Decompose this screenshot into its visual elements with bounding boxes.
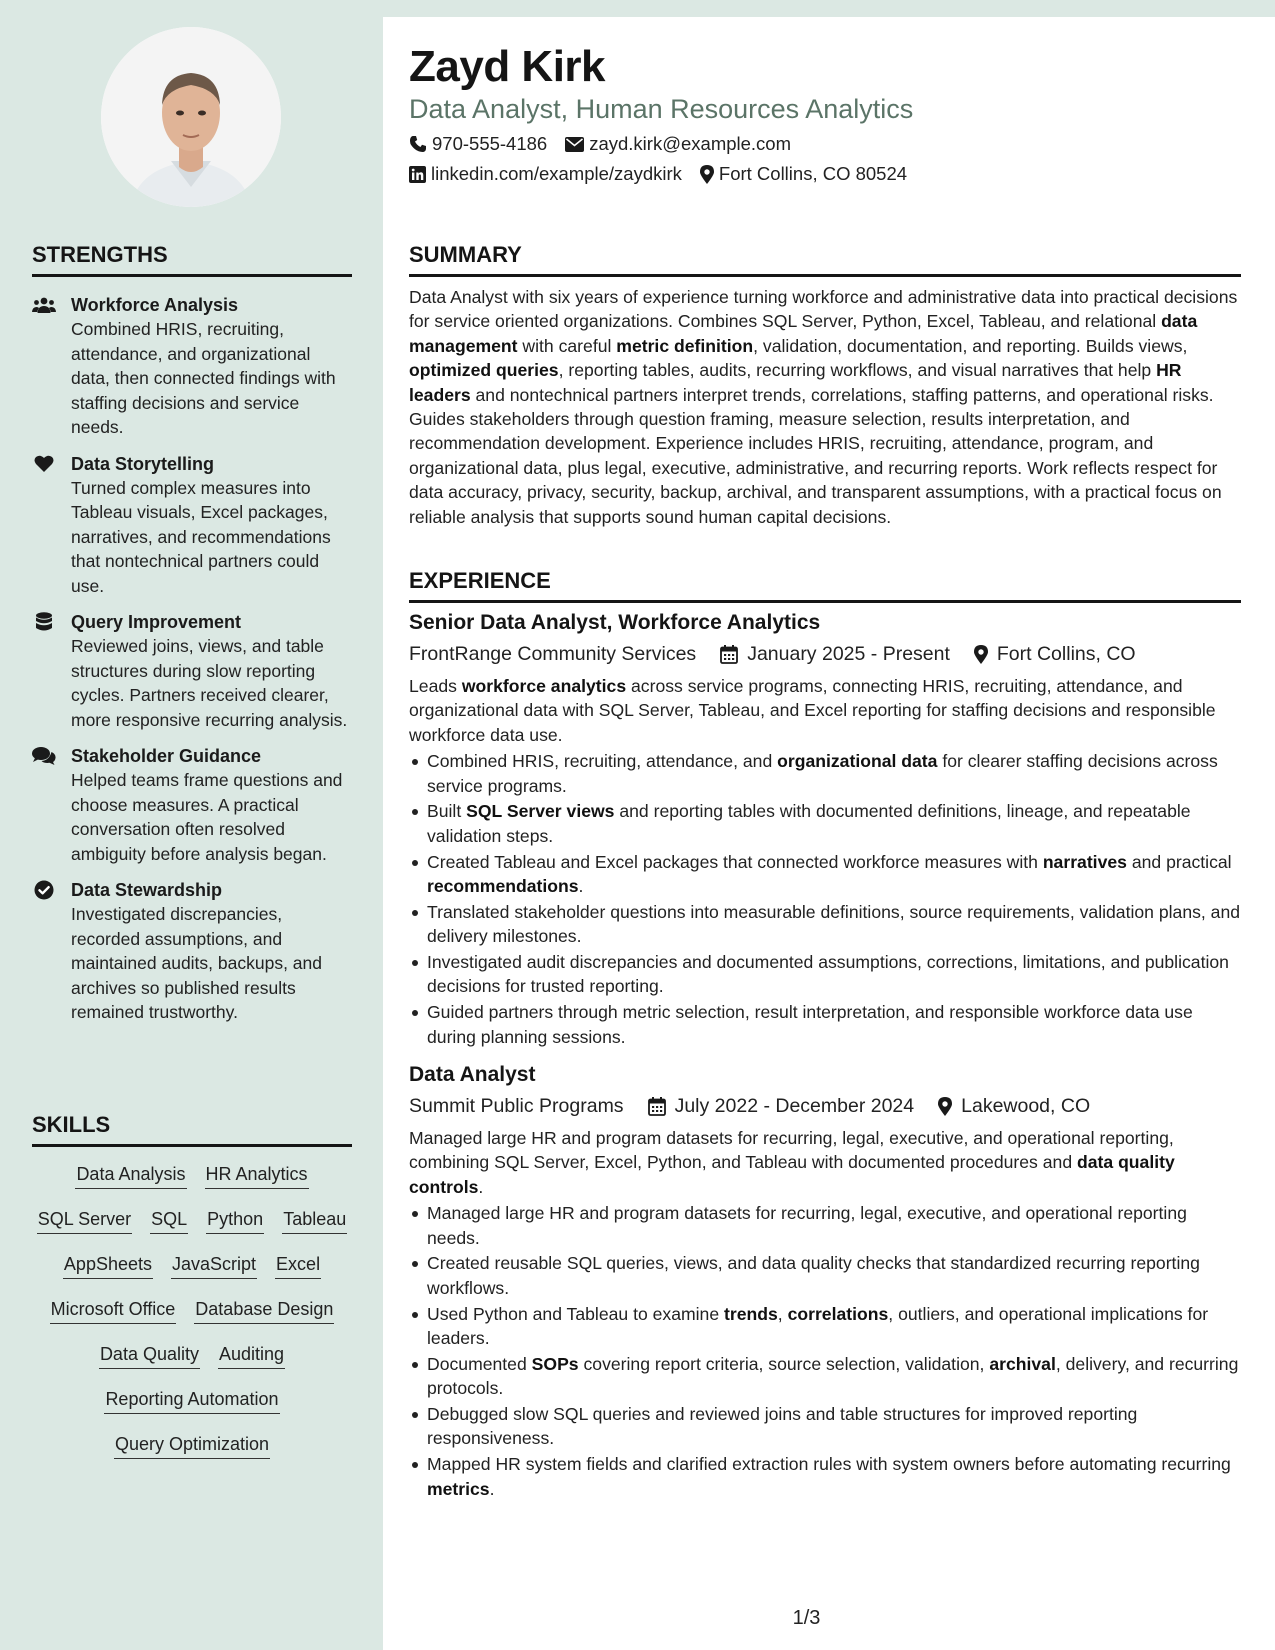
skill-tag: AppSheets [63, 1251, 153, 1279]
text-run: Investigated audit discrepancies and documented assumptions, corrections, limitations, and publication decisions for trusted reporting. [427, 952, 1229, 997]
text-run: . [489, 1478, 495, 1499]
emphasis-text: metric definition [616, 335, 754, 356]
contact-row [409, 163, 907, 185]
skill-row [32, 1431, 352, 1476]
email-text[interactable]: zayd.kirk@example.com [589, 133, 792, 154]
emphasis-text: organizational data [777, 751, 938, 772]
location-text: Fort Collins, CO 80524 [718, 163, 908, 184]
database-icon [32, 612, 56, 632]
text-run: Built [427, 801, 467, 822]
job-location: Lakewood, CO [961, 1095, 1091, 1118]
strength-description: Reviewed joins, views, and table structures during slow reporting cycles. Partners received clearer, more responsive recurring analysis. [71, 636, 348, 730]
strength-description: Combined HRIS, recruiting, attendance, and organizational data, then connected findings with staffing decisions and service needs. [71, 319, 336, 437]
strength-item [32, 878, 352, 1025]
bullet-item [409, 1402, 1241, 1451]
text-run: Documented [427, 1353, 532, 1374]
job-meta [409, 1095, 1241, 1118]
emphasis-text: data quality controls [409, 1152, 1175, 1197]
job-intro [409, 674, 1241, 747]
map-marker-icon [700, 165, 714, 184]
job-entry [409, 1063, 1241, 1501]
emphasis-text: SQL Server views [466, 801, 615, 822]
skill-tag: Excel [275, 1251, 321, 1279]
sidebar [0, 0, 383, 1650]
phone-contact [409, 133, 547, 155]
job-entry [409, 611, 1241, 1049]
text-run: Created Tableau and Excel packages that connected workforce measures with [427, 851, 1043, 872]
job-dates: January 2025 - Present [747, 643, 950, 665]
skill-tag: HR Analytics [205, 1161, 309, 1189]
text-run: and practical [1126, 851, 1232, 872]
linkedin-text[interactable]: linkedin.com/example/zaydkirk [431, 163, 682, 184]
check-circle-icon [32, 880, 56, 900]
job-intro [409, 1126, 1241, 1199]
skill-tag: Auditing [218, 1341, 285, 1369]
map-marker-icon [974, 645, 988, 664]
strengths-section [32, 242, 352, 1025]
calendar-icon [648, 1097, 666, 1116]
job-bullets [409, 749, 1241, 1049]
emphasis-text: HR leaders [409, 360, 1182, 405]
job-title: Data Analyst [409, 1063, 536, 1087]
email-contact[interactable] [565, 133, 791, 155]
text-run: Leads [409, 676, 462, 696]
emphasis-text: metrics [427, 1478, 490, 1499]
emphasis-text: optimized queries [409, 360, 559, 381]
text-run: Managed large HR and program datasets for recurring, legal, executive, and operational reporting, combining SQL Server, Excel, Python, and Tableau with documented procedures and [409, 1128, 1174, 1173]
job-title: Senior Data Analyst, Workforce Analytics [409, 611, 821, 634]
candidate-role: Data Analyst, Human Resources Analytics [409, 94, 914, 124]
company-name: FrontRange Community Services [409, 643, 697, 665]
strength-title: Data Stewardship [71, 880, 223, 900]
emphasis-text: trends [724, 1303, 778, 1324]
text-run: with careful [517, 335, 617, 356]
skill-row [32, 1251, 352, 1296]
main-content [383, 17, 1275, 1650]
bullet-item [409, 799, 1241, 848]
emphasis-text: data management [409, 311, 1198, 356]
contact-row [409, 133, 791, 155]
text-run: , validation, documentation, and reporting. Builds views, [753, 335, 1188, 356]
users-icon [32, 295, 56, 315]
strength-item [32, 610, 352, 732]
text-run: , outliers, and operational implications for leaders. [427, 1303, 1209, 1349]
text-run: , [777, 1303, 788, 1324]
emphasis-text: workforce analytics [461, 676, 627, 696]
emphasis-text: recommendations [427, 876, 579, 897]
company-name: Summit Public Programs [409, 1095, 624, 1118]
text-run: , reporting tables, audits, recurring workflows, and visual narratives that help [558, 360, 1157, 381]
text-run: Created reusable SQL queries, views, and data quality checks that standardized recurring reporting workflows. [427, 1253, 1200, 1298]
job-meta [409, 643, 1241, 666]
emphasis-text: SOPs [531, 1353, 579, 1374]
page-number: 1/3 [792, 1607, 821, 1629]
text-run: and reporting tables with documented definitions, lineage, and repeatable validation steps. [427, 801, 1191, 846]
bullet-item [409, 1352, 1241, 1401]
strength-item [32, 744, 352, 866]
skills-heading: SKILLS [32, 1112, 352, 1147]
strength-description: Helped teams frame questions and choose measures. A practical conversation often resolved ambiguity before analysis began. [71, 770, 343, 864]
profile-photo [101, 27, 281, 207]
job-bullets [409, 1201, 1241, 1501]
skill-row [32, 1386, 352, 1431]
bullet-item [409, 1452, 1241, 1501]
skill-tag: Microsoft Office [50, 1296, 177, 1324]
emphasis-text: archival [989, 1353, 1056, 1374]
skill-row [32, 1296, 352, 1341]
summary-section [409, 242, 1241, 529]
skill-tag: Data Quality [99, 1341, 200, 1369]
strengths-heading: STRENGTHS [32, 242, 352, 277]
phone-text: 970-555-4186 [432, 133, 548, 154]
text-run: for clearer staffing decisions across service programs. [427, 751, 1218, 796]
bullet-item [409, 1251, 1241, 1300]
text-run: Used Python and Tableau to examine [427, 1303, 725, 1324]
linkedin-icon [409, 166, 426, 183]
text-run: Guided partners through metric selection, result interpretation, and responsible workforce data use during planning sessions. [427, 1002, 1193, 1047]
strength-item [32, 452, 352, 599]
bullet-item [409, 1302, 1241, 1351]
text-run: Data Analyst with six years of experience turning workforce and administrative data into practical decisions for service oriented organizations. Combines SQL Server, Python, Excel, Tableau, and relational [409, 287, 1238, 332]
skill-tag: Reporting Automation [104, 1386, 279, 1414]
skill-tag: Data Analysis [75, 1161, 186, 1189]
strength-title: Query Improvement [71, 612, 242, 632]
comments-icon [32, 746, 56, 766]
summary-heading: SUMMARY [409, 242, 1241, 277]
text-run: covering report criteria, source selection, validation, [578, 1353, 990, 1374]
envelope-icon [565, 137, 584, 152]
text-run: across service programs, connecting HRIS, recruiting, attendance, and organizational data with SQL Server, Tableau, and Excel reporting for staffing decisions and responsible workforce data use. [409, 676, 1216, 745]
skill-tag: Python [206, 1206, 264, 1234]
strength-title: Workforce Analysis [71, 295, 239, 315]
linkedin-contact[interactable] [409, 163, 682, 185]
skill-tag: Tableau [282, 1206, 347, 1234]
skill-tag: SQL Server [37, 1206, 132, 1234]
bullet-item [409, 1201, 1241, 1250]
location-contact [700, 163, 907, 185]
strength-item [32, 293, 352, 440]
text-run: Translated stakeholder questions into measurable definitions, source requirements, validation plans, and delivery milestones. [427, 901, 1241, 947]
skill-row [32, 1206, 352, 1251]
text-run: . [478, 1176, 484, 1197]
strength-title: Stakeholder Guidance [71, 746, 262, 766]
text-run: , delivery, and recurring protocols. [427, 1353, 1239, 1399]
summary-text [409, 285, 1241, 529]
bullet-item [409, 950, 1241, 999]
skills-section [32, 1112, 352, 1476]
experience-section [409, 568, 1241, 1502]
skill-tag: Database Design [194, 1296, 334, 1324]
skill-tag: JavaScript [171, 1251, 257, 1279]
skill-tag: SQL [150, 1206, 188, 1234]
skills-list [32, 1161, 352, 1476]
text-run: . [578, 876, 584, 897]
strength-description: Turned complex measures into Tableau visuals, Excel packages, narratives, and recommendations that nontechnical partners could use. [71, 477, 331, 596]
job-dates: July 2022 - December 2024 [674, 1095, 915, 1118]
emphasis-text: narratives [1042, 851, 1127, 872]
bullet-item [409, 1000, 1241, 1049]
job-location: Fort Collins, CO [996, 643, 1136, 665]
emphasis-text: correlations [787, 1303, 889, 1324]
strength-title: Data Storytelling [71, 453, 215, 474]
map-marker-icon [938, 1097, 952, 1116]
candidate-name: Zayd Kirk [409, 42, 606, 91]
text-run: Managed large HR and program datasets for recurring, legal, executive, and operational reporting needs. [427, 1203, 1187, 1248]
phone-icon [409, 135, 427, 153]
bullet-item [409, 850, 1241, 899]
experience-heading: EXPERIENCE [409, 568, 1241, 603]
profile-photo-image [101, 27, 281, 207]
text-run: Mapped HR system fields and clarified extraction rules with system owners before automating recurring [427, 1454, 1231, 1475]
skill-row [32, 1161, 352, 1206]
bullet-item [409, 900, 1241, 949]
skill-row [32, 1341, 352, 1386]
heart-icon [32, 454, 56, 474]
calendar-icon [720, 645, 738, 664]
text-run: and nontechnical partners interpret trends, correlations, staffing patterns, and operational risks. Guides stakeholders through question framing, measure selection, results interpretation, and recommendation development. Experience includes HRIS, recruiting, attendance, program, and organizational data, plus legal, executive, administrative, and recurring reports. Work reflects respect for data accuracy, privacy, security, backup, archival, and transparent assumptions, with a practical focus on reliable analysis that supports sound human capital decisions. [409, 384, 1222, 527]
strength-description: Investigated discrepancies, recorded assumptions, and maintained audits, backups, and archives so published results remained trustworthy. [71, 904, 322, 1022]
text-run: Combined HRIS, recruiting, attendance, and [427, 751, 778, 772]
text-run: Debugged slow SQL queries and reviewed joins and table structures for improved reporting responsiveness. [427, 1404, 1138, 1449]
skill-tag: Query Optimization [114, 1431, 270, 1459]
bullet-item [409, 749, 1241, 798]
